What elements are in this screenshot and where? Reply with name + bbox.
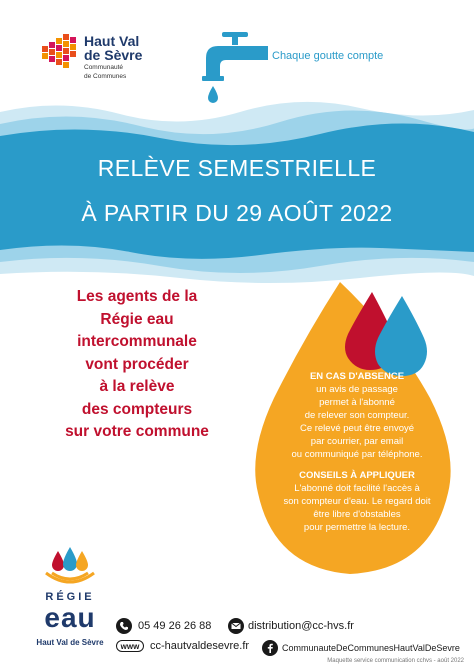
regie-eau-word: eau	[44, 602, 96, 633]
regie-drops-icon	[40, 547, 100, 587]
message-line: intercommunale	[77, 333, 197, 350]
www-icon	[116, 640, 144, 652]
absence-heading: EN CAS D'ABSENCE	[309, 371, 405, 382]
message-line: Régie eau	[100, 310, 174, 328]
hvs-logo-mark-icon	[40, 32, 78, 76]
hvs-logo-text	[84, 34, 142, 80]
www-icon-text: www	[120, 642, 140, 651]
facebook-icon	[262, 640, 278, 656]
conseils-line: L'abonné doit facilité l'accès à	[294, 483, 420, 494]
waves-banner	[0, 90, 474, 290]
conseils-line: être libre d'obstables	[313, 509, 401, 520]
hvs-logo	[40, 30, 150, 82]
facebook-page: CommunauteDeCommunesHautValDeSevre	[282, 643, 460, 653]
absence-line: par courrier, par email	[310, 436, 404, 447]
message-line: sur votre commune	[65, 423, 209, 440]
absence-line: permet à l'abonné	[319, 397, 395, 408]
phone-icon	[116, 618, 132, 634]
absence-line: un avis de passage	[316, 384, 398, 395]
absence-line: de relever son compteur.	[304, 410, 410, 421]
title-line2: À PARTIR DU 29 AOÛT 2022	[81, 200, 393, 226]
agents-message	[22, 286, 252, 444]
absence-line: ou communiqué par téléphone.	[291, 449, 423, 460]
website-contact[interactable]	[116, 640, 249, 652]
message-line: vont procéder	[85, 355, 189, 373]
regie-word: RÉGIE	[45, 591, 95, 603]
message-line: à la relève	[99, 378, 175, 395]
footer-credit: Maquette service communication cchvs - août 2022	[327, 658, 464, 664]
facebook-contact[interactable]	[262, 640, 460, 656]
logo-sub2: de Communes	[84, 73, 127, 80]
tagline: Chaque goutte compte	[272, 50, 384, 62]
regie-sub: Haut Val de Sèvre	[36, 638, 104, 647]
message-line: des compteurs	[81, 400, 193, 418]
logo-line1: Haut Val	[84, 33, 140, 49]
conseils-heading: CONSEILS À APPLIQUER	[299, 470, 415, 481]
regie-eau-logo	[20, 545, 120, 655]
email-address: distribution@cc-hvs.fr	[248, 620, 354, 632]
conseils-line: pour permettre la lecture.	[303, 522, 411, 533]
logo-line2: de Sèvre	[84, 47, 143, 63]
absence-line: Ce relevé peut être envoyé	[299, 423, 415, 434]
email-contact[interactable]	[228, 618, 354, 634]
spacer	[252, 461, 462, 469]
website-url: cc-hautvaldesevre.fr	[150, 640, 250, 652]
drop-info	[252, 370, 462, 534]
conseils-line: son compteur d'eau. Le regard doit	[283, 496, 431, 507]
logo-sub1: Communauté	[84, 64, 124, 71]
title-line1: RELÈVE SEMESTRIELLE	[97, 155, 377, 181]
phone-contact[interactable]	[116, 618, 211, 634]
phone-number: 05 49 26 26 88	[138, 620, 212, 632]
message-line: Les agents de la	[76, 288, 198, 305]
email-icon	[228, 618, 244, 634]
